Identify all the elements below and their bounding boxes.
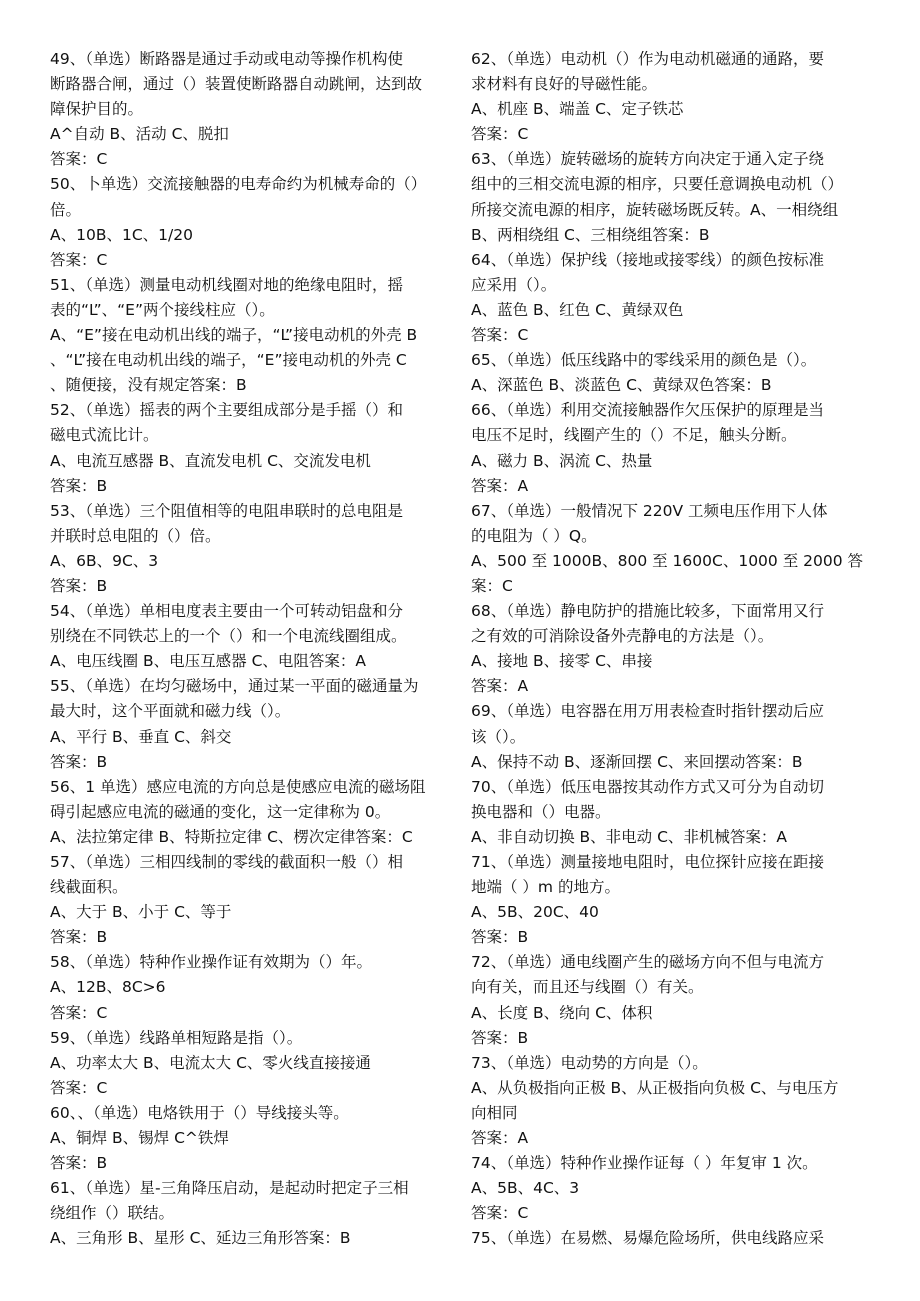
text-line: 该（）。 — [471, 727, 526, 746]
text-line: A、电流互感器 B、直流发电机 C、交流发电机 — [50, 451, 371, 470]
text-line: 63、（单选）旋转磁场的旋转方向决定于通入定子绕 — [471, 150, 824, 169]
text-line: A、平行 B、垂直 C、斜交 — [50, 727, 232, 746]
right-column — [471, 47, 871, 1252]
text-line: A、功率太大 B、电流太大 C、零火线直接接通 — [50, 1053, 371, 1072]
text-line: 68、（单选）静电防护的措施比较多，下面常用又行 — [471, 602, 824, 621]
text-line: 54、（单选）单相电度表主要由一个可转动铝盘和分 — [50, 602, 403, 621]
text-line: 所接交流电源的相序，旋转磁场既反转。A、一相绕组 — [471, 200, 839, 219]
text-line: A、5B、20C、40 — [471, 903, 599, 922]
text-line: 电压不足时，线圈产生的（）不足，触头分断。 — [471, 426, 797, 445]
text-line: A、12B、8C>6 — [50, 978, 166, 997]
text-line: A、6B、9C、3 — [50, 551, 159, 570]
text-line: 75、（单选）在易燃、易爆危险场所，供电线路应采 — [471, 1229, 824, 1248]
text-line: 答案：C — [471, 125, 529, 144]
text-line: A、保持不动 B、逐渐回摆 C、来回摆动答案：B — [471, 752, 803, 771]
text-line: 并联时总电阻的（）倍。 — [50, 526, 221, 545]
text-line: A、长度 B、绕向 C、体积 — [471, 1003, 653, 1022]
text-line: A、电压线圈 B、电压互感器 C、电阻答案：A — [50, 652, 367, 671]
text-line: 73、（单选）电动势的方向是（）。 — [471, 1053, 708, 1072]
text-line: 的电阻为（ ）Q。 — [471, 526, 597, 545]
text-line: A、5B、4C、3 — [471, 1179, 580, 1198]
text-line: 表的“L”、“E”两个接线柱应（）。 — [50, 300, 275, 319]
text-line: A、非自动切换 B、非电动 C、非机械答案：A — [471, 827, 788, 846]
text-line: 别绕在不同铁芯上的一个（）和一个电流线圈组成。 — [50, 627, 407, 646]
text-line: 向有关，而且还与线圈（）有关。 — [471, 978, 704, 997]
text-line: 磁电式流比计。 — [50, 426, 159, 445]
text-line: 62、（单选）电动机（）作为电动机磁通的通路，要 — [471, 50, 824, 68]
text-line: 56、1 单选）感应电流的方向总是使感应电流的磁场阻 — [50, 777, 426, 796]
text-line: 之有效的可消除设备外壳静电的方法是（）。 — [471, 627, 774, 646]
text-line: A、大于 B、小于 C、等于 — [50, 903, 232, 922]
text-line: 答案：B — [50, 576, 108, 595]
text-line: 74、（单选）特种作业操作证每（ ）年复审 1 次。 — [471, 1154, 818, 1173]
text-line: 答案：C — [471, 326, 529, 345]
text-line: A、从负极指向正极 B、从正极指向负极 C、与电压方 — [471, 1078, 839, 1097]
text-line: A、“E”接在电动机出线的端子，“L”接电动机的外壳 B — [50, 326, 418, 345]
text-line: 绕组作（）联结。 — [50, 1204, 175, 1223]
text-line: 答案：A — [471, 1129, 529, 1148]
text-line: 答案：C — [471, 1204, 529, 1223]
text-line: 答案：B — [50, 476, 108, 495]
text-line: 57、（单选）三相四线制的零线的截面积一般（）相 — [50, 853, 403, 871]
text-line: 答案：B — [471, 1028, 529, 1047]
text-line: 换电器和（）电器。 — [471, 802, 611, 821]
text-line: A、铜焊 B、锡焊 C^铁焊 — [50, 1129, 229, 1148]
text-line: A^自动 B、活动 C、脱扣 — [50, 125, 229, 144]
text-line: 向相同 — [471, 1103, 518, 1122]
text-line: 49、（单选）断路器是通过手动或电动等操作机构使 — [50, 50, 403, 68]
text-line: 组中的三相交流电源的相序，只要任意调换电动机（） — [471, 175, 844, 194]
text-line: 61、（单选）星-三角降压启动，是起动时把定子三相 — [50, 1179, 409, 1198]
text-line: 答案：B — [50, 928, 108, 947]
text-line: A、磁力 B、涡流 C、热量 — [471, 451, 653, 470]
text-line: 70、（单选）低压电器按其动作方式又可分为自动切 — [471, 777, 824, 796]
text-line: 倍。 — [50, 200, 82, 219]
text-line: 答案：A — [471, 476, 529, 495]
text-line: 线截面积。 — [50, 878, 128, 897]
text-line: B、两相绕组 C、三相绕组答案：B — [471, 225, 710, 244]
text-line: 60、、（单选）电烙铁用于（）导线接头等。 — [50, 1103, 349, 1122]
text-line: 案：C — [471, 576, 513, 595]
text-line: 答案：C — [50, 250, 108, 269]
left-column — [50, 47, 450, 1252]
text-line: A、500 至 1000B、800 至 1600C、1000 至 2000 答 — [471, 551, 864, 570]
text-line: 71、（单选）测量接地电阻时，电位探针应接在距接 — [471, 853, 824, 871]
text-line: 答案：C — [50, 1003, 108, 1022]
text-line: 答案：C — [50, 1078, 108, 1097]
text-line: A、10B、1C、1/20 — [50, 225, 193, 244]
text-line: 55、（单选）在均匀磁场中，通过某一平面的磁通量为 — [50, 677, 419, 696]
text-line: A、法拉第定律 B、特斯拉定律 C、楞次定律答案：C — [50, 827, 413, 846]
text-line: 答案：A — [471, 677, 529, 696]
text-line: 障保护目的。 — [50, 100, 144, 119]
text-line: 、随便接，没有规定答案：B — [50, 376, 247, 395]
text-line: 59、（单选）线路单相短路是指（）。 — [50, 1028, 303, 1047]
text-line: 、“L”接在电动机出线的端子，“E”接电动机的外壳 C — [50, 351, 407, 370]
text-line: 64、（单选）保护线（接地或接零线）的颜色按标准 — [471, 250, 824, 269]
text-line: 答案：C — [50, 150, 108, 169]
text-line: 答案：B — [50, 1154, 108, 1173]
text-line: A、蓝色 B、红色 C、黄绿双色 — [471, 300, 684, 319]
text-line: 地端（ ）m 的地方。 — [471, 878, 620, 897]
text-line: 断路器合闸，通过（）装置使断路器自动跳闸，达到故 — [50, 75, 423, 94]
text-line: A、三角形 B、星形 C、延边三角形答案：B — [50, 1229, 351, 1248]
text-line: A、机座 B、端盖 C、定子铁芯 — [471, 100, 684, 119]
text-line: 69、（单选）电容器在用万用表检查时指针摆动后应 — [471, 702, 824, 721]
text-line: 67、（单选）一般情况下 220V 工频电压作用下人体 — [471, 501, 828, 520]
text-line: 50、卜单选）交流接触器的电寿命约为机械寿命的（） — [50, 175, 427, 194]
text-line: A、接地 B、接零 C、串接 — [471, 652, 653, 671]
text-line: 52、（单选）摇表的两个主要组成部分是手摇（）和 — [50, 401, 403, 420]
text-line: 58、（单选）特种作业操作证有效期为（）年。 — [50, 953, 372, 972]
text-line: 答案：B — [471, 928, 529, 947]
text-line: 最大时，这个平面就和磁力线（）。 — [50, 702, 291, 721]
text-line: 答案：B — [50, 752, 108, 771]
text-line: 求材料有良好的导磁性能。 — [471, 75, 658, 94]
text-line: 应采用（）。 — [471, 275, 557, 294]
text-line: 72、（单选）通电线圈产生的磁场方向不但与电流方 — [471, 953, 824, 972]
text-line: 51、（单选）测量电动机线圈对地的绝缘电阻时，摇 — [50, 275, 403, 294]
text-line: 66、（单选）利用交流接触器作欠压保护的原理是当 — [471, 401, 824, 420]
text-line: 65、（单选）低压线路中的零线采用的颜色是（）。 — [471, 351, 817, 370]
text-line: 53、（单选）三个阻值相等的电阻串联时的总电阻是 — [50, 501, 403, 520]
text-line: A、深蓝色 B、淡蓝色 C、黄绿双色答案：B — [471, 376, 772, 395]
text-line: 碍引起感应电流的磁通的变化，这一定律称为 0。 — [50, 802, 391, 821]
